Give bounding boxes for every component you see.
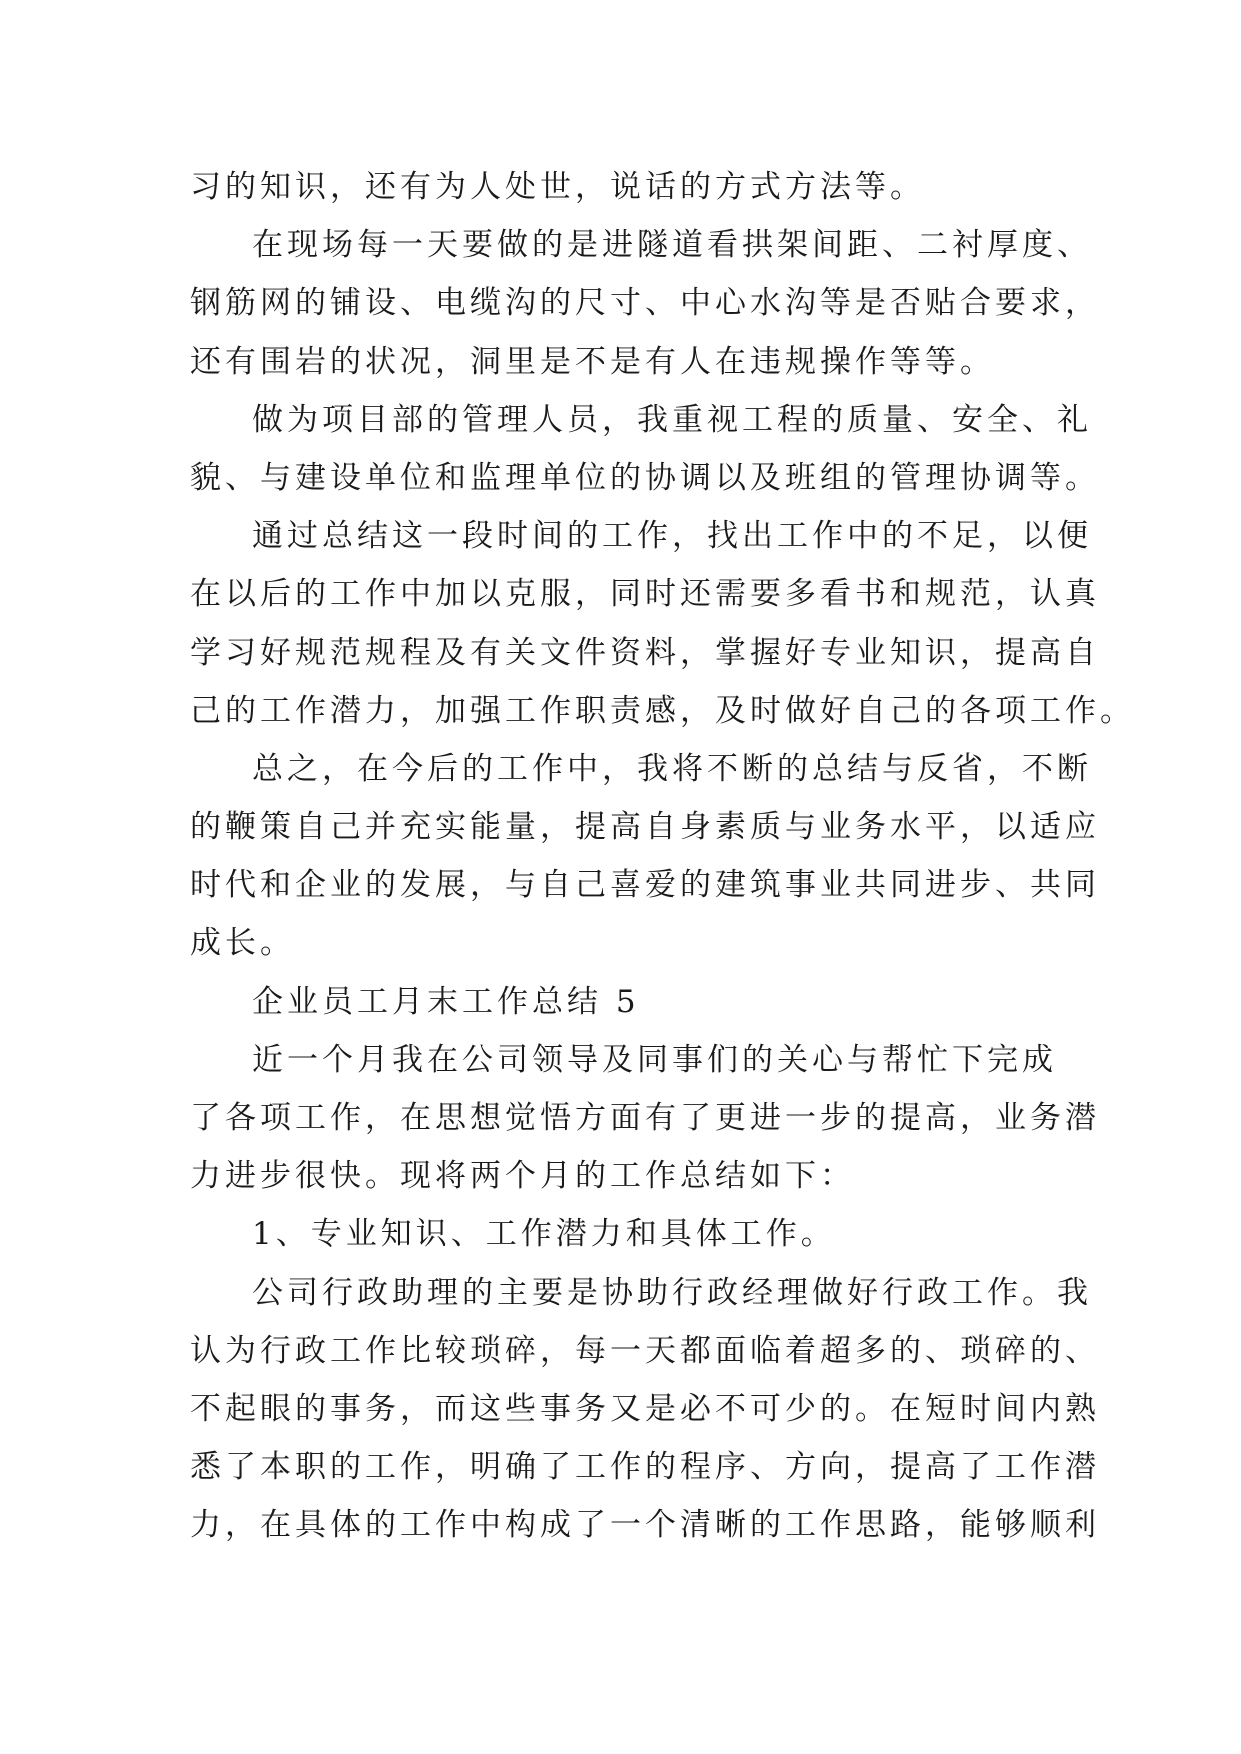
text-line: 力进步很快。现将两个月的工作总结如下：	[190, 1158, 855, 1195]
text-line: 钢筋网的铺设、电缆沟的尺寸、中心水沟等是否贴合要求，	[190, 285, 1100, 322]
text-line: 了各项工作，在思想觉悟方面有了更进一步的提高，业务潜	[190, 1100, 1100, 1136]
text-line: 认为行政工作比较琐碎，每一天都面临着超多的、琐碎的、	[190, 1332, 1100, 1369]
text-line: 企业员工月末工作总结 5	[252, 983, 640, 1020]
text-line: 在以后的工作中加以克服，同时还需要多看书和规范，认真	[190, 576, 1100, 613]
text-line: 成长。	[190, 925, 295, 962]
text-line: 己的工作潜力，加强工作职责感，及时做好自己的各项工作。	[190, 692, 1135, 729]
text-line: 习的知识，还有为人处世，说话的方式方法等。	[190, 169, 925, 205]
text-line: 公司行政助理的主要是协助行政经理做好行政工作。我	[252, 1274, 1092, 1311]
text-line: 通过总结这一段时间的工作，找出工作中的不足，以便	[252, 518, 1092, 555]
text-line: 学习好规范规程及有关文件资料，掌握好专业知识，提高自	[190, 634, 1100, 671]
text-line: 做为项目部的管理人员，我重视工程的质量、安全、礼	[252, 401, 1092, 438]
text-line: 1、专业知识、工作潜力和具体工作。	[252, 1216, 836, 1253]
text-line: 在现场每一天要做的是进隧道看拱架间距、二衬厚度、	[252, 227, 1092, 264]
text-line: 力，在具体的工作中构成了一个清晰的工作思路，能够顺利	[190, 1507, 1100, 1544]
text-line: 还有围岩的状况，洞里是不是有人在违规操作等等。	[190, 343, 995, 380]
text-line: 总之，在今后的工作中，我将不断的总结与反省，不断	[252, 750, 1092, 787]
text-line: 貌、与建设单位和监理单位的协调以及班组的管理协调等。	[190, 459, 1100, 496]
text-line: 时代和企业的发展，与自己喜爱的建筑事业共同进步、共同	[190, 867, 1100, 904]
text-line: 的鞭策自己并充实能量，提高自身素质与业务水平，以适应	[190, 809, 1100, 846]
document-body	[190, 158, 1135, 1555]
text-line: 近一个月我在公司领导及同事们的关心与帮忙下完成	[252, 1041, 1057, 1078]
text-line: 悉了本职的工作，明确了工作的程序、方向，提高了工作潜	[190, 1449, 1100, 1486]
text-line: 不起眼的事务，而这些事务又是必不可少的。在短时间内熟	[190, 1390, 1100, 1427]
